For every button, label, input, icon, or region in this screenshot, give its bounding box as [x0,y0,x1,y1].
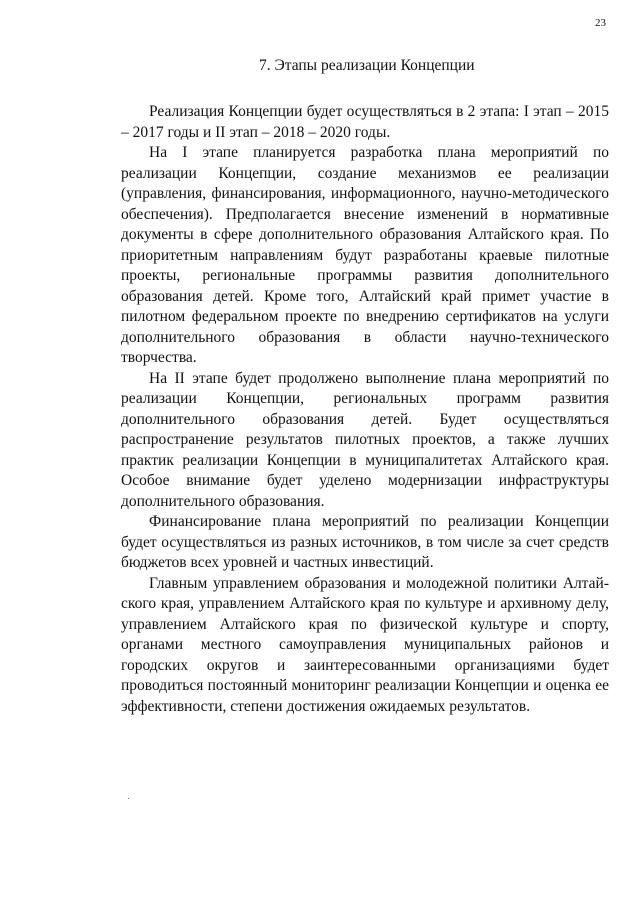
section-title: 7. Этапы реализации Концепции [259,57,475,74]
paragraph-stage-two: На II этапе будет продолжено выполнение плана мероприятий по реализации Концепции, региональных программ развития дополнительного образования детей. Будет осуществляться распространение результатов пилотных проектов, а также лучших практик реализации Концепции в муниципалитетах Алтайского края. Особое внимание будет уделено модернизации инфраструктуры дополнительного образования. [121,369,609,510]
paragraph-stages: Реализация Концепции будет осуществляться в 2 этапа: I этап – 2015 – 2017 годы и II этап – 2018 – 2020 годы. [121,103,609,141]
scan-speck [128,798,129,799]
paragraph-stage-one: На I этапе планируется разработка плана мероприятий по реализации Концепции, создание механизмов ее реализации (управления, финансирования, информационного, научно-методического обеспечения). Предполагается внесение изменений в нормативные документы в сфере дополнительного образования Алтайского края. По приоритетным направлениям будут разработаны краевые пилотные проекты, региональные программы развития дополнительного образования детей. Кроме того, Алтайский край примет участие в пилотном федеральном проекте по внедрению сертификатов на услуги дополнительного образования в области научно-технического творчества. [121,144,609,366]
paragraph-monitoring: Главным управлением образования и молодежной политики Алтайского края, управлением Алтайского края по культуре и архивному делу, управлением Алтайского края по физической культуре и спорту, органами местного самоуправления муниципальных районов и городских округов и заинтересованными организациями будет проводиться постоянный мониторинг реализации Концепции и оценка ее эффективности, степени достижения ожидаемых результатов. [121,574,609,715]
page-number: 23 [595,17,606,29]
document-content [121,56,609,717]
paragraph-financing: Финансирование плана мероприятий по реализации Концепции будет осуществляться из разных источников, в том числе за счет средств бюджетов всех уровней и частных инвестиций. [121,513,609,571]
